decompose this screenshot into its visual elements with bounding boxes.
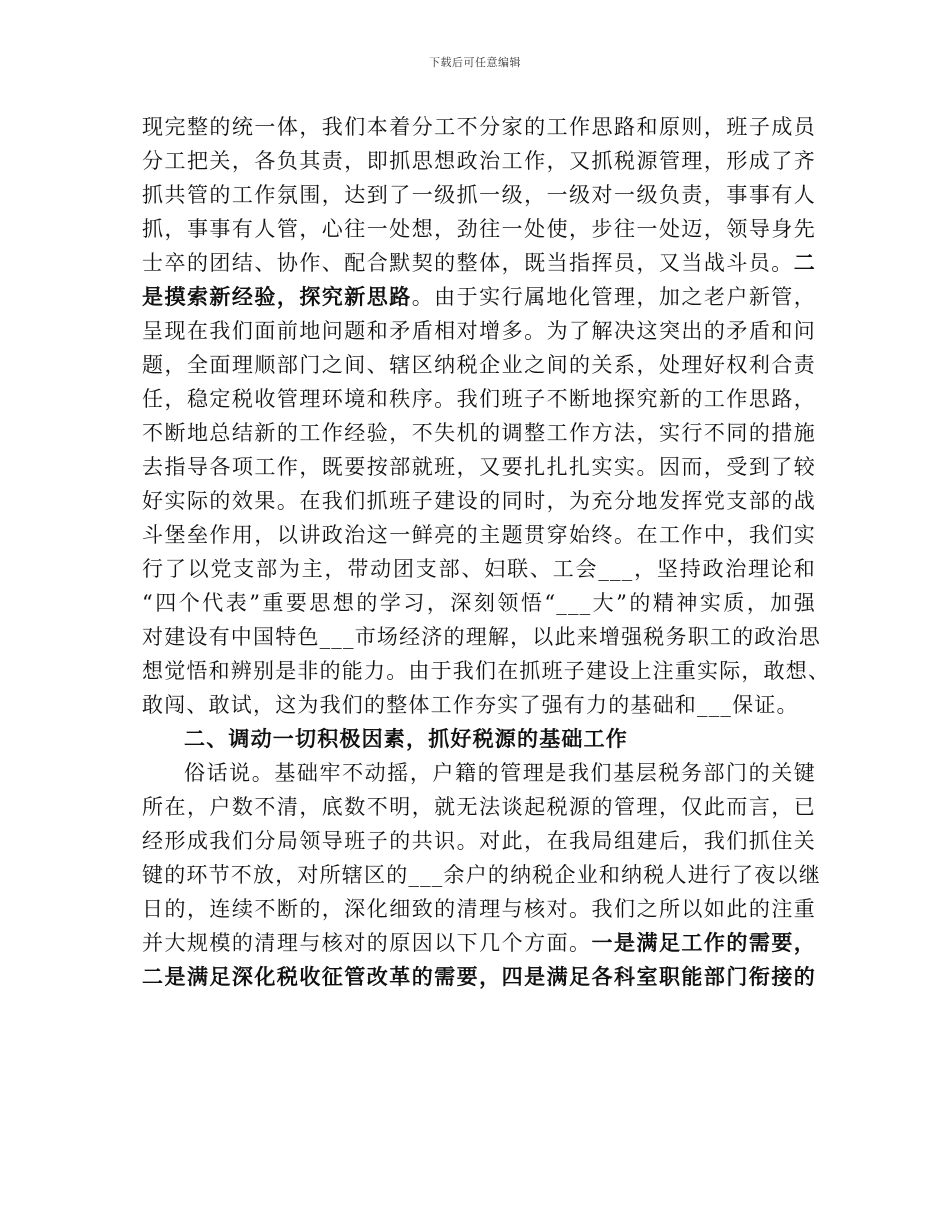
text-line bbox=[142, 246, 816, 280]
text-run: 经形成我们分局领导班子的共识。对此，在我局组建后，我们抓住关 bbox=[142, 829, 816, 853]
text-line bbox=[142, 858, 821, 892]
document-body bbox=[142, 110, 831, 994]
text-line bbox=[142, 416, 816, 450]
text-run: 俗话说。基础牢不动摇，户籍的管理是我们基层税务部门的关键 bbox=[184, 761, 816, 785]
text-run: 题，全面理顺部门之间、辖区纳税企业之间的关系，处理好权利合责 bbox=[142, 353, 816, 377]
text-line bbox=[142, 688, 816, 722]
text-line bbox=[142, 110, 816, 144]
text-line bbox=[142, 926, 816, 960]
text-run: 好实际的效果。在我们抓班子建设的同时，为充分地发挥党支部的战 bbox=[142, 489, 816, 513]
text-line bbox=[142, 586, 816, 620]
text-run: 任，稳定税收管理环境和秩序。我们班子不断地探究新的工作思路， bbox=[142, 387, 816, 411]
text-run: 键的环节不放，对所辖区的___余户的纳税企业和纳税人进行了夜以继 bbox=[142, 863, 821, 887]
text-line bbox=[142, 450, 816, 484]
bold-text-run: 二是满足深化税收征管改革的需要，四是满足各科室职能部门衔接的 bbox=[142, 964, 816, 989]
text-line bbox=[142, 620, 821, 654]
text-line bbox=[142, 518, 816, 552]
text-line bbox=[142, 552, 816, 586]
text-line bbox=[142, 314, 816, 348]
text-run: 抓共管的工作氛围，达到了一级抓一级，一级对一级负责，事事有人 bbox=[142, 183, 816, 207]
text-run: 行了以党支部为主，带动团支部、妇联、工会___，坚持政治理论和 bbox=[142, 557, 816, 581]
text-line bbox=[142, 790, 816, 824]
text-line bbox=[142, 144, 816, 178]
text-line bbox=[142, 654, 831, 688]
bold-text-run: 一是满足工作的需要， bbox=[591, 930, 816, 955]
paragraph-2 bbox=[142, 756, 821, 994]
text-run: 所在，户数不清，底数不明，就无法谈起税源的管理，仅此而言，已 bbox=[142, 795, 816, 819]
text-run: 呈现在我们面前地问题和矛盾相对增多。为了解决这突出的矛盾和问 bbox=[142, 319, 816, 343]
text-line bbox=[142, 892, 816, 926]
text-line bbox=[142, 348, 816, 382]
text-run: 去指导各项工作，既要按部就班，又要扎扎扎实实。因而，受到了较 bbox=[142, 455, 816, 479]
text-run: 现完整的统一体，我们本着分工不分家的工作思路和原则，班子成员 bbox=[142, 115, 816, 139]
text-line bbox=[142, 212, 816, 246]
text-run: 不断地总结新的工作经验，不失机的调整工作方法，实行不同的措施 bbox=[142, 421, 816, 445]
text-run: 分工把关，各负其责，即抓思想政治工作，又抓税源管理，形成了齐 bbox=[142, 149, 816, 173]
text-run: “四个代表”重要思想的学习，深刻领悟“___大”的精神实质，加强 bbox=[142, 591, 816, 615]
text-run: 日的，连续不断的，深化细致的清理与核对。我们之所以如此的注重 bbox=[142, 897, 816, 921]
text-line bbox=[142, 178, 816, 212]
bold-text-run: 是摸索新经验，探究新思路 bbox=[142, 284, 412, 309]
text-run: 并大规模的清理与核对的原因以下几个方面。 bbox=[142, 931, 592, 955]
text-run: 士卒的团结、协作、配合默契的整体，既当指挥员，又当战斗员。 bbox=[142, 251, 794, 275]
text-line bbox=[142, 960, 816, 994]
page-header: 下载后可任意编辑 bbox=[429, 56, 521, 69]
text-run: 想觉悟和辨别是非的能力。由于我们在抓班子建设上注重实际，敢想、 bbox=[142, 659, 831, 683]
text-run: 。由于实行属地化管理，加之老户新管， bbox=[411, 285, 816, 309]
paragraph-1 bbox=[142, 110, 831, 722]
text-run: 对建设有中国特色___市场经济的理解，以此来增强税务职工的政治思 bbox=[142, 625, 821, 649]
text-line bbox=[142, 484, 816, 518]
text-line bbox=[142, 280, 816, 314]
text-line bbox=[142, 756, 816, 790]
text-run: 敢闯、敢试，这为我们的整体工作夯实了强有力的基础和___保证。 bbox=[142, 693, 799, 717]
section-heading: 二、调动一切积极因素，抓好税源的基础工作 bbox=[184, 726, 628, 751]
text-line bbox=[142, 824, 816, 858]
bold-text-run: 二 bbox=[793, 250, 816, 275]
text-line bbox=[142, 382, 816, 416]
text-run: 斗堡垒作用，以讲政治这一鲜亮的主题贯穿始终。在工作中，我们实 bbox=[142, 523, 816, 547]
text-run: 抓，事事有人管，心往一处想，劲往一处使，步往一处迈，领导身先 bbox=[142, 217, 816, 241]
